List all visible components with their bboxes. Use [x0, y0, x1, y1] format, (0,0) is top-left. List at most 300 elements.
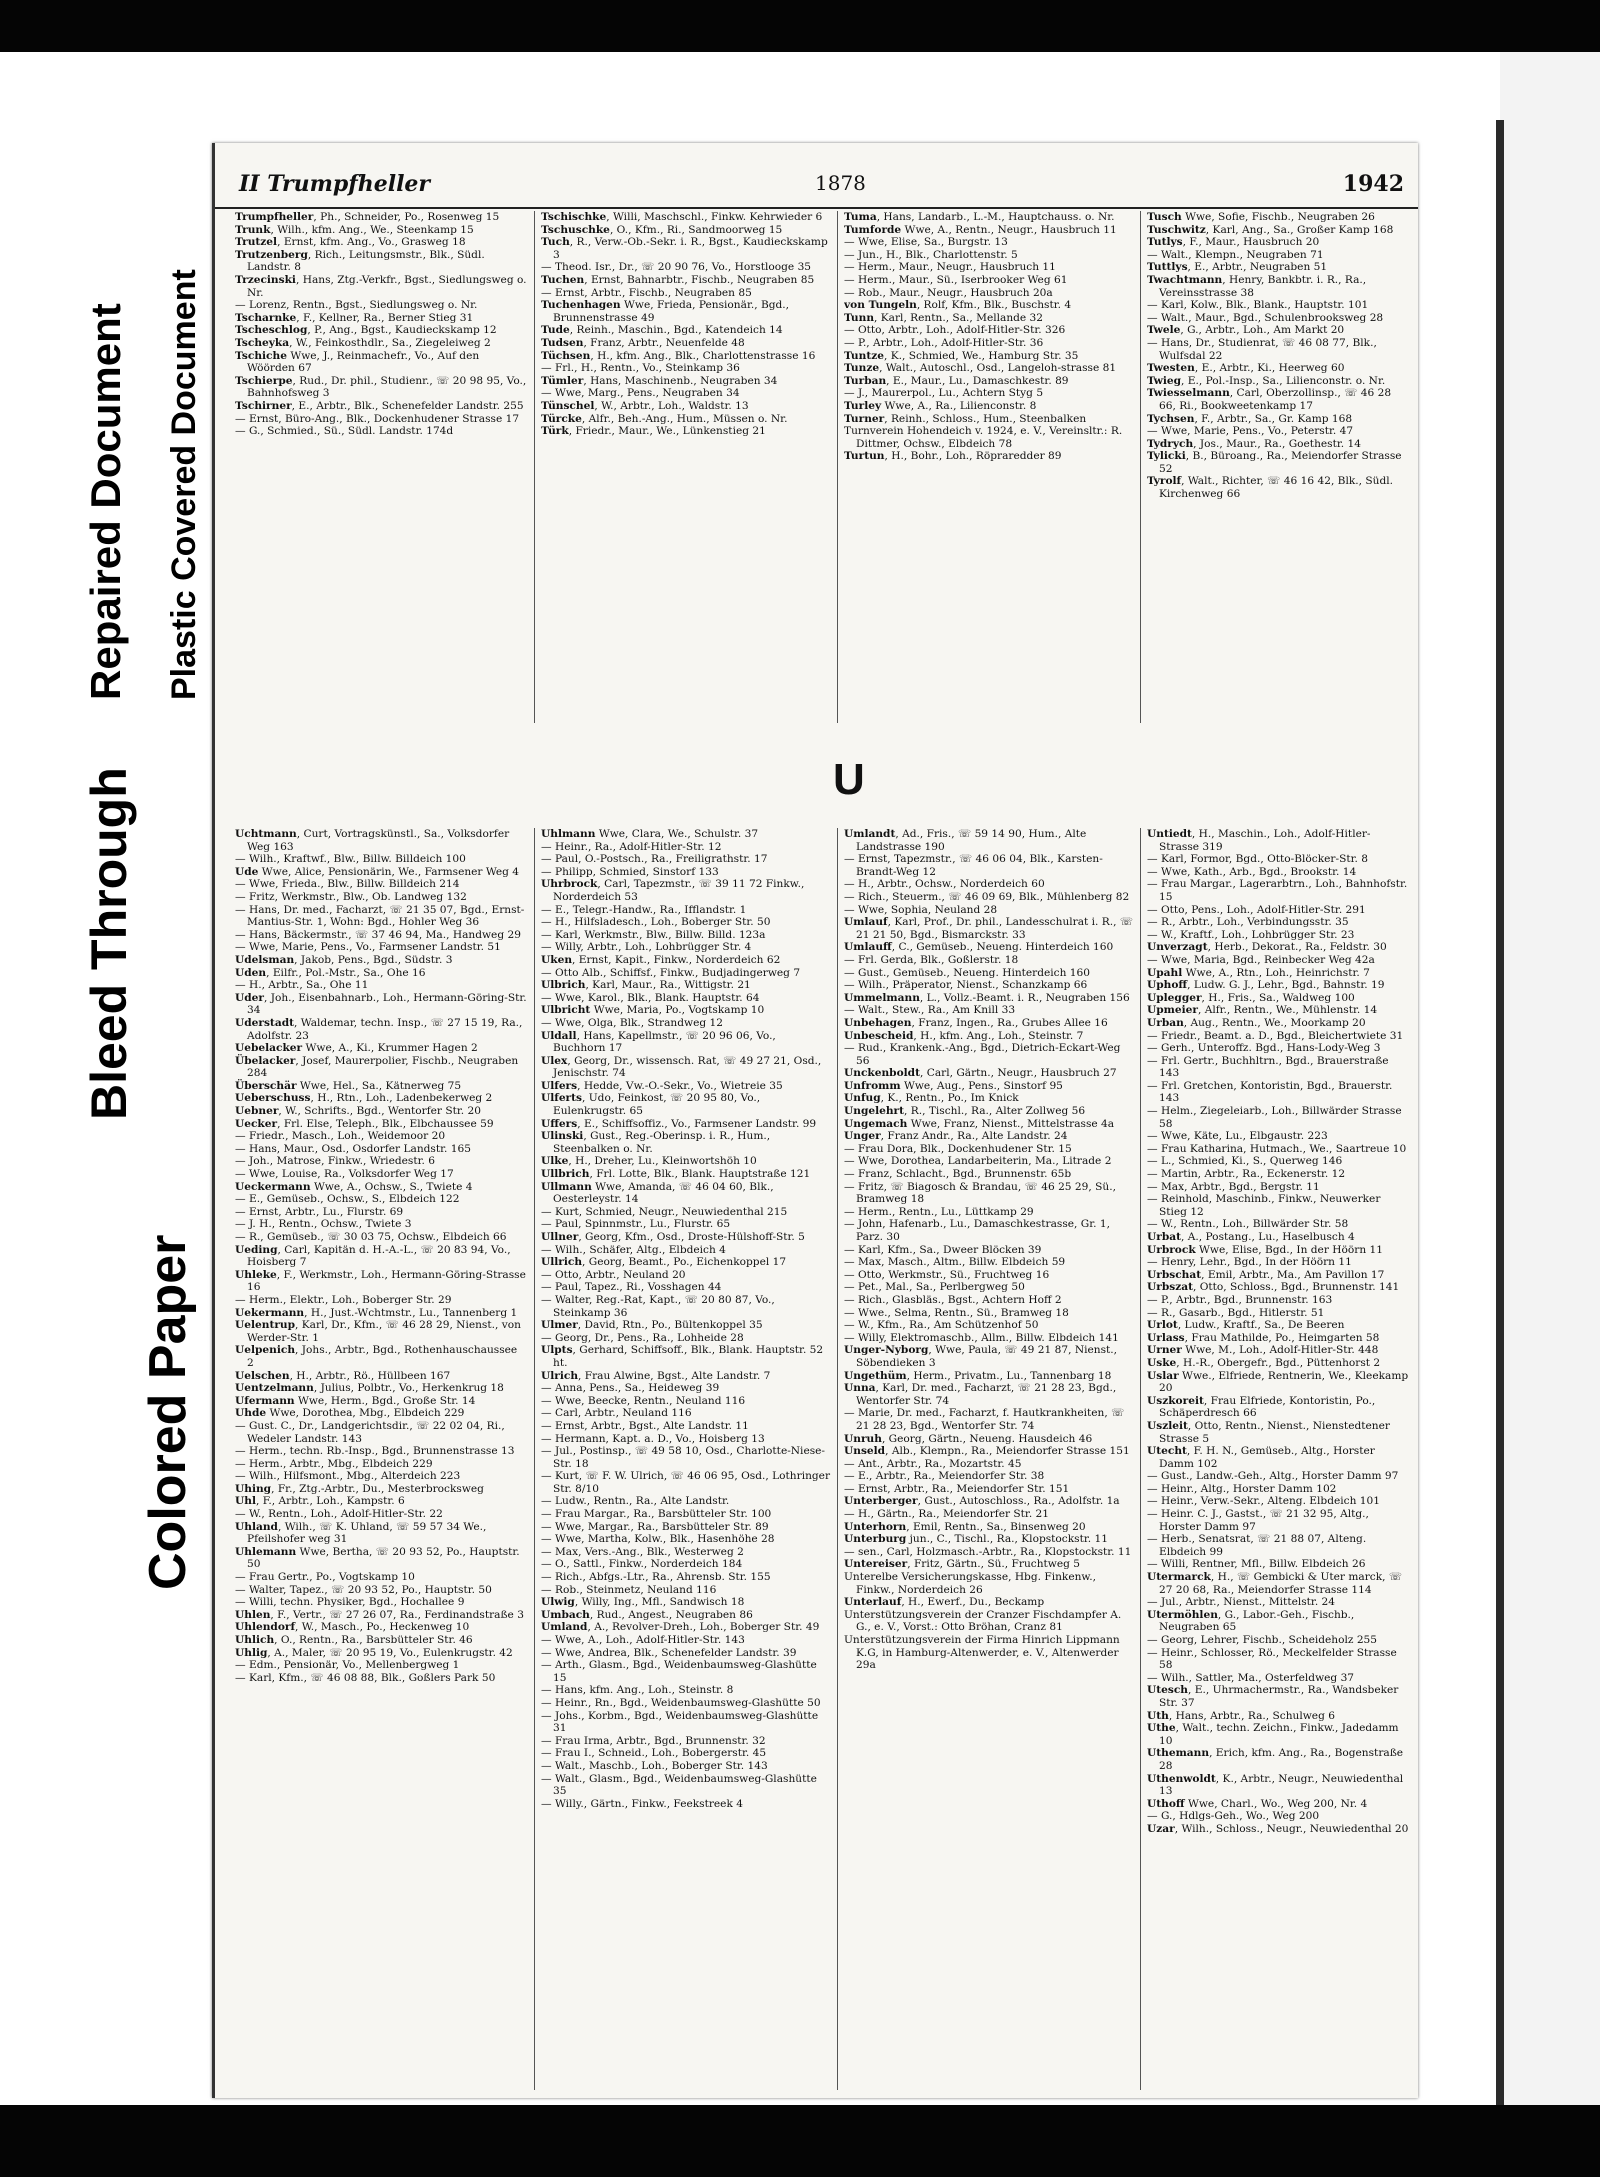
directory-entry: — Wwe, Kath., Arb., Bgd., Brookstr. 14 — [1147, 865, 1357, 878]
directory-entry: Upmeier, Alfr., Rentn., We., Mühlenstr. 14 — [1147, 1004, 1378, 1017]
directory-entry: Urban, Aug., Rentn., We., Moorkamp 20 — [1147, 1016, 1366, 1029]
directory-entry: Übelacker, Josef, Maurerpolier, Fischb., Neugraben 284 — [235, 1054, 519, 1080]
directory-entry: — Jul., Postinsp., ☏ 49 58 10, Osd., Charlotte-Niese-Str. 18 — [541, 1445, 826, 1470]
directory-entry: — Rich., Steuerm., ☏ 46 09 69, Blk., Mühlenberg 82 — [844, 890, 1130, 903]
directory-entry: Twieg, E., Pol.-Insp., Sa., Lilienconstr. o. Nr. — [1147, 374, 1386, 387]
directory-entry: Tutlys, F., Maur., Hausbruch 20 — [1147, 236, 1320, 249]
directory-entry: — Ernst, Büro-Ang., Blk., Dockenhudener Strasse 17 — [235, 412, 520, 425]
directory-entry: — Frl., H., Rentn., Vo., Steinkamp 36 — [541, 362, 740, 375]
directory-entry: Uhlmann Wwe, Clara, We., Schulstr. 37 — [541, 828, 759, 840]
directory-entry: Uplegger, H., Fris., Sa., Waldweg 100 — [1147, 991, 1355, 1004]
header-section-name: II Trumpfheller — [239, 171, 431, 197]
directory-entry: — Karl, Kfm., Sa., Dweer Blöcken 39 — [844, 1243, 1042, 1256]
bottom-column-4 — [1147, 828, 1409, 2090]
directory-entry: — Fritz, ☏ Biagosch & Brandau, ☏ 46 25 29, Sü., Bramweg 18 — [844, 1180, 1116, 1206]
directory-entry: — Walter, Tapez., ☏ 20 93 52, Po., Hauptstr. 50 — [235, 1583, 492, 1596]
directory-entry: Trutzel, Ernst, kfm. Ang., Vo., Grasweg 18 — [235, 236, 466, 249]
directory-entry: — Max, Masch., Altm., Billw. Elbdeich 59 — [844, 1256, 1066, 1269]
directory-entry: Tydrych, Jos., Maur., Ra., Goethestr. 14 — [1147, 437, 1361, 450]
directory-entry: — Paul, Spinnmstr., Lu., Flurstr. 65 — [541, 1218, 731, 1231]
directory-entry: Tylicki, B., Büroang., Ra., Meiendorfer Strasse 52 — [1147, 450, 1402, 475]
directory-entry: — Hans, Dr., Studienrat, ☏ 46 08 77, Blk., Wulfsdal 22 — [1147, 336, 1377, 362]
directory-entry: — Wwe, Käte, Lu., Elbgaustr. 223 — [1147, 1130, 1328, 1143]
directory-entry: Turban, E., Maur., Lu., Damaschkestr. 89 — [844, 374, 1069, 387]
header-page-number: 1878 — [815, 171, 866, 195]
directory-entry: — Wilh., Hilfsmont., Mbg., Alterdeich 223 — [235, 1470, 461, 1483]
directory-entry: — Willy., Gärtn., Finkw., Feekstreek 4 — [541, 1797, 743, 1810]
directory-entry: Ulrich, Frau Alwine, Bgst., Alte Landstr. 7 — [541, 1369, 771, 1382]
directory-entry: — Wwe, Marg., Pens., Neugraben 34 — [541, 387, 740, 400]
directory-entry: Uden, Eilfr., Pol.-Mstr., Sa., Ohe 16 — [235, 966, 426, 979]
directory-entry: — H., Arbtr., Sa., Ohe 11 — [235, 979, 369, 992]
book-spine — [1496, 120, 1504, 2105]
directory-entry: — Ant., Arbtr., Ra., Mozartstr. 45 — [844, 1457, 1022, 1470]
directory-entry: Tüchsen, H., kfm. Ang., Blk., Charlottenstrasse 16 — [541, 349, 816, 362]
directory-entry: — H., Arbtr., Ochsw., Norderdeich 60 — [844, 878, 1045, 891]
directory-entry: Trutzenberg, Rich., Leitungsmstr., Blk., Südl. Landstr. 8 — [235, 248, 485, 274]
directory-entry: Tschiche Wwe, J., Reinmachefr., Vo., Auf den Wöörden 67 — [235, 349, 480, 375]
directory-entry: Tumforde Wwe, A., Rentn., Neugr., Hausbruch 11 — [844, 223, 1117, 236]
directory-entry: — Karl, Kfm., ☏ 46 08 88, Blk., Goßlers Park 50 — [235, 1671, 496, 1684]
directory-entry: Uldall, Hans, Kapellmstr., ☏ 20 96 06, Vo., Buchhorn 17 — [541, 1029, 776, 1055]
directory-entry: Uszleit, Otto, Rentn., Nienst., Nienstedtener Strasse 5 — [1147, 1419, 1390, 1445]
directory-entry: Tümler, Hans, Maschinenb., Neugraben 34 — [541, 374, 778, 387]
directory-entry: Uhing, Fr., Ztg.-Arbtr., Du., Mesterbrocksweg — [235, 1482, 484, 1495]
directory-entry: — W., Kfm., Ra., Am Schützenhof 50 — [844, 1319, 1039, 1332]
directory-entry: — Walt., Glasm., Bgd., Weidenbaumsweg-Glashütte 35 — [541, 1772, 817, 1798]
directory-entry: Uzar, Wilh., Schloss., Neugr., Neuwiedenthal 20 — [1147, 1822, 1409, 1835]
directory-entry: Tschierpe, Rud., Dr. phil., Studienr., ☏ 20 98 95, Vo., Bahnhofsweg 3 — [235, 374, 527, 400]
directory-entry: — Paul, Tapez., Ri., Vosshagen 44 — [541, 1281, 722, 1294]
directory-entry: Urbszat, Otto, Schloss., Bgd., Brunnenstr. 141 — [1147, 1281, 1400, 1294]
directory-entry: Ungemach Wwe, Franz, Nienst., Mittelstrasse 4a — [844, 1117, 1115, 1130]
directory-entry: — Georg, Lehrer, Fischb., Scheideholz 255 — [1147, 1634, 1378, 1646]
directory-entry: — Frau Irma, Arbtr., Bgd., Brunnenstr. 32 — [541, 1734, 766, 1747]
directory-entry: Uphoff, Ludw. G. J., Lehr., Bgd., Bahnstr. 19 — [1147, 979, 1385, 992]
directory-entry: — Hans, Bäckermstr., ☏ 37 46 94, Ma., Handweg 29 — [235, 928, 521, 941]
directory-entry: Tscharnke, F., Kellner, Ra., Berner Stieg 31 — [235, 311, 474, 324]
directory-entry: — Frl. Gretchen, Kontoristin, Bgd., Brauerstr. 143 — [1147, 1079, 1393, 1105]
directory-entry: Unterstützungsverein der Firma Hinrich Lippmann K.G, in Hamburg-Altenwerder, e. V., Altenwerder 29a — [844, 1634, 1120, 1672]
directory-entry: Tuch, R., Verw.-Ob.-Sekr. i. R., Bgst., Kaudieckskamp 3 — [541, 236, 828, 261]
directory-entry: Utesch, E., Uhrmachermstr., Ra., Wandsbeker Str. 37 — [1147, 1684, 1399, 1709]
directory-entry: — Gust. C., Dr., Landgerichtsdir., ☏ 22 02 04, Ri., Wedeler Landstr. 143 — [235, 1419, 505, 1445]
directory-entry: Ullbrich, Frl. Lotte, Blk., Blank. Hauptstraße 121 — [541, 1168, 811, 1181]
directory-entry: Turnverein Hohendeich v. 1924, e. V., Vereinsltr.: R. Dittmer, Ochsw., Elbdeich 78 — [844, 425, 1123, 450]
directory-entry: Unger-Nyborg, Wwe, Paula, ☏ 49 21 87, Nienst., Söbendieken 3 — [844, 1344, 1118, 1369]
directory-entry: Upahl Wwe, A., Rtn., Loh., Heinrichstr. 7 — [1147, 966, 1370, 979]
directory-entry: Ummelmann, L., Vollz.-Beamt. i. R., Neugraben 156 — [844, 991, 1130, 1004]
directory-entry: — Frau I., Schneid., Loh., Bobergerstr. 45 — [541, 1747, 767, 1760]
directory-entry: Umlauf, Karl, Prof., Dr. phil., Landesschulrat i. R., ☏ 21 21 50, Bgd., Bismarckstr. 33 — [844, 916, 1134, 941]
bottom-column-2 — [541, 828, 831, 2090]
directory-entry: — Herm., Maur., Sü., Iserbrooker Weg 61 — [844, 273, 1068, 286]
directory-entry: — Heinr., Rn., Bgd., Weidenbaumsweg-Glashütte 50 — [541, 1696, 821, 1709]
directory-entry: — Ernst, Arbtr., Fischb., Neugraben 85 — [541, 286, 752, 299]
directory-entry: Untiedt, H., Maschin., Loh., Adolf-Hitler-Strasse 319 — [1147, 828, 1371, 853]
directory-entry: Umbach, Rud., Angest., Neugraben 86 — [541, 1608, 753, 1621]
directory-entry: — Herm., Arbtr., Mbg., Elbdeich 229 — [235, 1457, 433, 1470]
directory-entry: — R., Arbtr., Loh., Verbindungsstr. 35 — [1147, 916, 1349, 929]
directory-entry: — Karl, Werkmstr., Blw., Billw. Billd. 123a — [541, 928, 766, 941]
label-plastic-covered: Plastic Covered Document — [165, 269, 203, 700]
top-column-2 — [541, 211, 831, 726]
directory-entry: — Johs., Korbm., Bgd., Weidenbaumsweg-Glashütte 31 — [541, 1709, 819, 1735]
directory-entry: — Jun., H., Blk., Charlottenstr. 5 — [844, 248, 1018, 261]
directory-entry: — G., Hdlgs-Geh., Wo., Weg 200 — [1147, 1810, 1320, 1823]
directory-entry: Unseld, Alb., Klempn., Ra., Meiendorfer Strasse 151 — [844, 1445, 1130, 1458]
directory-entry: — Kurt, Schmied, Neugr., Neuwiedenthal 215 — [541, 1205, 788, 1218]
directory-entry: — Karl, Kolw., Blk., Blank., Hauptstr. 101 — [1147, 299, 1369, 312]
directory-entry: Uhlich, O., Rentn., Ra., Barsbütteler Str. 46 — [235, 1634, 473, 1646]
page-header — [215, 171, 1418, 209]
directory-entry: Unterelbe Versicherungskasse, Hbg. Finkenw., Finkw., Norderdeich 26 — [844, 1571, 1096, 1596]
bottom-column-3 — [844, 828, 1134, 2090]
directory-entry: — Heinr., Ra., Adolf-Hitler-Str. 12 — [541, 840, 722, 853]
directory-entry: — Wilh., Präperator, Nienst., Schanzkamp 66 — [844, 979, 1088, 992]
directory-entry: Ufermann Wwe, Herm., Bgd., Große Str. 14 — [235, 1394, 476, 1407]
directory-entry: — Ernst, Tapezmstr., ☏ 46 06 04, Blk., Karsten-Brandt-Weg 12 — [844, 853, 1103, 878]
directory-entry: Unverzagt, Herb., Dekorat., Ra., Feldstr. 30 — [1147, 941, 1387, 954]
directory-entry: Uthe, Walt., techn. Zeichn., Finkw., Jadedamm 10 — [1147, 1722, 1399, 1747]
directory-entry: — Edm., Pensionär, Vo., Mellenbergweg 1 — [235, 1659, 460, 1672]
directory-entry: — Heinr., Verw.-Sekr., Alteng. Elbdeich 101 — [1147, 1495, 1380, 1508]
directory-entry: Uderstadt, Waldemar, techn. Insp., ☏ 27 15 19, Ra., Adolfstr. 23 — [235, 1016, 523, 1042]
directory-entry: Twele, G., Arbtr., Loh., Am Markt 20 — [1147, 324, 1345, 337]
directory-entry: Ullner, Georg, Kfm., Osd., Droste-Hülshoff-Str. 5 — [541, 1231, 805, 1243]
top-column-1 — [235, 211, 527, 726]
directory-entry: — G., Schmied., Sü., Südl. Landstr. 174d — [235, 425, 454, 438]
directory-entry: — Friedr., Beamt. a. D., Bgd., Bleichertwiete 31 — [1147, 1029, 1404, 1042]
directory-entry: Unruh, Georg, Gärtn., Neueng. Hausdeich 46 — [844, 1432, 1093, 1445]
directory-entry: Uske, H.-R., Obergefr., Bgd., Püttenhorst 2 — [1147, 1356, 1381, 1369]
column-divider — [1140, 828, 1141, 2090]
directory-entry: Uszkoreit, Frau Elfriede, Kontoristin, Po., Schäperdresch 66 — [1147, 1394, 1376, 1420]
directory-entry: Turley Wwe, A., Ra., Lilienconstr. 8 — [844, 399, 1037, 412]
directory-entry: — Frl. Gertr., Buchhltrn., Bgd., Brauerstraße 143 — [1147, 1054, 1389, 1080]
directory-entry: Umland, A., Revolver-Dreh., Loh., Boberger Str. 49 — [541, 1621, 820, 1634]
directory-entry: Unckenboldt, Carl, Gärtn., Neugr., Hausbruch 27 — [844, 1067, 1117, 1080]
directory-entry: Untereiser, Fritz, Gärtn., Sü., Fruchtweg 5 — [844, 1558, 1081, 1571]
directory-entry: Turtun, H., Bohr., Loh., Röpraredder 89 — [844, 450, 1062, 463]
directory-entry: — Lorenz, Rentn., Bgst., Siedlungsweg o. Nr. — [235, 299, 478, 312]
directory-entry: — Frl. Gerda, Blk., Goßlerstr. 18 — [844, 953, 1019, 966]
directory-entry: Urbat, A., Postang., Lu., Haselbusch 4 — [1147, 1231, 1355, 1243]
directory-entry: Umlauff, C., Gemüseb., Neueng. Hinterdeich 160 — [844, 941, 1114, 954]
directory-entry: — Helm., Ziegeleiarb., Loh., Billwärder Strasse 58 — [1147, 1105, 1402, 1130]
directory-entry: Ungethüm, Herm., Privatm., Lu., Tannenbarg 18 — [844, 1369, 1112, 1382]
label-repaired-document: Repaired Document — [82, 303, 129, 700]
directory-entry: Tschischke, Willi, Maschschl., Finkw. Kehrwieder 6 — [541, 211, 823, 223]
directory-entry: — Frau Margar., Ra., Barsbütteler Str. 100 — [541, 1508, 772, 1521]
column-divider — [534, 211, 535, 723]
bottom-column-1 — [235, 828, 527, 2090]
directory-entry: — Max, Arbtr., Bgd., Bergstr. 11 — [1147, 1180, 1320, 1193]
directory-entry: — Carl, Arbtr., Neuland 116 — [541, 1407, 692, 1420]
directory-entry: Tychsen, F., Arbtr., Sa., Gr. Kamp 168 — [1147, 412, 1353, 425]
scan-border-bottom — [0, 2105, 1600, 2177]
directory-entry: — Otto, Werkmstr., Sü., Fruchtweg 16 — [844, 1268, 1050, 1281]
directory-entry: Ulke, H., Dreher, Lu., Kleinwortshöh 10 — [541, 1155, 757, 1168]
directory-entry: — E., Arbtr., Ra., Meiendorfer Str. 38 — [844, 1470, 1045, 1483]
directory-entry: Uelschen, H., Arbtr., Rö., Hüllbeen 167 — [235, 1369, 451, 1382]
directory-entry: Uthemann, Erich, kfm. Ang., Ra., Bogenstraße 28 — [1147, 1747, 1404, 1772]
directory-entry: — R., Gemüseb., ☏ 30 03 75, Ochsw., Elbdeich 66 — [235, 1231, 507, 1243]
directory-entry: Tuma, Hans, Landarb., L.-M., Hauptchauss. o. Nr. — [844, 211, 1115, 223]
directory-entry: — P., Arbtr., Loh., Adolf-Hitler-Str. 36 — [844, 336, 1044, 349]
directory-entry: — Friedr., Masch., Loh., Weidemoor 20 — [235, 1130, 446, 1143]
directory-entry: — W., Rentn., Loh., Billwärder Str. 58 — [1147, 1218, 1349, 1231]
column-divider — [837, 211, 838, 723]
directory-entry: — Gust., Gemüseb., Neueng. Hinterdeich 160 — [844, 966, 1091, 979]
directory-entry: — Wwe, Marie, Pens., Vo., Peterstr. 47 — [1147, 425, 1354, 438]
directory-entry: — Wwe, Beecke, Rentn., Neuland 116 — [541, 1394, 746, 1407]
directory-entry: Utermarck, H., ☏ Gembicki & Uter marck, ☏ 27 20 68, Ra., Meiendorfer Strasse 114 — [1147, 1571, 1403, 1596]
header-year: 1942 — [1342, 171, 1404, 197]
directory-entry: — Willi, techn. Physiker, Bgd., Hochallee 9 — [235, 1596, 465, 1609]
directory-entry: Tude, Reinh., Maschin., Bgd., Katendeich 14 — [541, 324, 783, 337]
directory-entry: — Hans, Maur., Osd., Osdorfer Landstr. 165 — [235, 1142, 471, 1155]
directory-entry: — Ernst, Arbtr., Ra., Meiendorfer Str. 151 — [844, 1482, 1070, 1495]
directory-entry: Urlot, Ludw., Kraftf., Sa., De Beeren — [1147, 1319, 1345, 1332]
directory-entry: — Frau Dora, Blk., Dockenhudener Str. 15 — [844, 1142, 1072, 1155]
directory-entry: Ulmer, David, Rtn., Po., Bültenkoppel 35 — [541, 1319, 763, 1332]
directory-entry: Uhrbrock, Carl, Tapezmstr., ☏ 39 11 72 Finkw., Norderdeich 53 — [541, 878, 805, 903]
directory-entry: — Wwe, A., Loh., Adolf-Hitler-Str. 143 — [541, 1634, 745, 1646]
directory-entry: — Walt., Maschb., Loh., Boberger Str. 143 — [541, 1759, 768, 1772]
directory-entry: — Reinhold, Maschinb., Finkw., Neuwerker Stieg 12 — [1147, 1193, 1381, 1218]
directory-entry: Utecht, F. H. N., Gemüseb., Altg., Horster Damm 102 — [1147, 1445, 1375, 1470]
directory-entry: Tuchen, Ernst, Bahnarbtr., Fischb., Neugraben 85 — [541, 273, 815, 286]
directory-entry: Ulferts, Udo, Feinkost, ☏ 20 95 80, Vo., Eulenkrugstr. 65 — [541, 1092, 761, 1118]
directory-entry: Uchtmann, Curt, Vortragskünstl., Sa., Volksdorfer Weg 163 — [235, 828, 510, 853]
directory-entry: Urlass, Frau Mathilde, Po., Heimgarten 58 — [1147, 1331, 1380, 1344]
directory-entry: Urner Wwe, M., Loh., Adolf-Hitler-Str. 448 — [1147, 1344, 1379, 1357]
directory-entry: Uthenwoldt, K., Arbtr., Neugr., Neuwiedenthal 13 — [1147, 1772, 1404, 1798]
directory-entry: — Rob., Maur., Neugr., Hausbruch 20a — [844, 286, 1053, 299]
directory-entry: Uhleke, F., Werkmstr., Loh., Hermann-Göring-Strasse 16 — [235, 1268, 526, 1294]
directory-entry: Tusch Wwe, Sofie, Fischb., Neugraben 26 — [1147, 211, 1375, 223]
directory-entry: — Arth., Glasm., Bgd., Weidenbaumsweg-Glashütte 15 — [541, 1659, 817, 1684]
directory-entry: — Otto, Arbtr., Loh., Adolf-Hitler-Str. 326 — [844, 324, 1066, 337]
directory-entry: Türk, Friedr., Maur., We., Lünkenstieg 21 — [541, 425, 766, 438]
directory-entry: — Gerh., Unteroffz. Bgd., Hans-Lody-Weg 3 — [1147, 1042, 1381, 1055]
directory-entry: Unbehagen, Franz, Ingen., Ra., Grubes Allee 16 — [844, 1016, 1108, 1029]
directory-entry: — Wwe, Karol., Blk., Blank. Hauptstr. 64 — [541, 991, 760, 1004]
directory-entry: — Philipp, Schmied, Sinstorf 133 — [541, 865, 719, 878]
directory-entry: Tunze, Walt., Autoschl., Osd., Langeloh-strasse 81 — [844, 362, 1117, 375]
directory-page — [212, 143, 1418, 2098]
directory-entry: — Ernst, Arbtr., Bgst., Alte Landstr. 11 — [541, 1419, 749, 1432]
scan-border-top — [0, 0, 1600, 52]
directory-entry: Tschuschke, O., Kfm., Ri., Sandmoorweg 15 — [541, 223, 783, 236]
directory-entry: — Wwe, Andrea, Blk., Schenefelder Landstr. 39 — [541, 1646, 797, 1659]
directory-entry: — Georg, Dr., Pens., Ra., Lohheide 28 — [541, 1331, 744, 1344]
directory-entry: Tunn, Karl, Rentn., Sa., Mellande 32 — [844, 311, 1044, 324]
directory-entry: Uekermann, H., Just.-Wchtmstr., Lu., Tannenberg 1 — [235, 1306, 518, 1319]
directory-entry: Uentzelmann, Julius, Polbtr., Vo., Herkenkrug 18 — [235, 1382, 504, 1395]
directory-entry: — W., Kraftf., Loh., Lohbrügger Str. 23 — [1147, 928, 1355, 941]
directory-entry: Ulpts, Gerhard, Schiffsoff., Blk., Blank. Hauptstr. 52 ht. — [541, 1344, 824, 1369]
directory-entry: — H., Gärtn., Ra., Meiendorfer Str. 21 — [844, 1508, 1050, 1521]
directory-entry: — Gust., Landw.-Geh., Altg., Horster Damm 97 — [1147, 1470, 1399, 1483]
directory-entry: — Heinr., Schlosser, Rö., Meckelfelder Strasse 58 — [1147, 1646, 1397, 1672]
directory-entry: — Karl, Formor, Bgd., Otto-Blöcker-Str. 8 — [1147, 853, 1368, 866]
directory-entry: Uslar Wwe., Elfriede, Rentnerin, We., Kleekamp 20 — [1147, 1369, 1409, 1395]
directory-entry: Uhlemann Wwe, Bertha, ☏ 20 93 52, Po., Hauptstr. 50 — [235, 1545, 520, 1571]
directory-entry: Ulbricht Wwe, Maria, Po., Vogtskamp 10 — [541, 1004, 765, 1017]
directory-entry: — Heinr., Altg., Horster Damm 102 — [1147, 1482, 1337, 1495]
directory-entry: — Franz, Schlacht., Bgd., Brunnenstr. 65b — [844, 1168, 1072, 1181]
directory-entry: — John, Hafenarb., Lu., Damaschkestrasse, Gr. 1, Parz. 30 — [844, 1218, 1110, 1243]
directory-entry: Umlandt, Ad., Fris., ☏ 59 14 90, Hum., Alte Landstrasse 190 — [844, 828, 1087, 853]
directory-entry: Tuschwitz, Karl, Ang., Sa., Großer Kamp 168 — [1147, 223, 1394, 236]
directory-entry: — Walt., Klempn., Neugraben 71 — [1147, 248, 1324, 261]
directory-entry: Uder, Joh., Eisenbahnarb., Loh., Hermann-Göring-Str. 34 — [235, 991, 527, 1017]
directory-entry: Uecker, Frl. Else, Teleph., Blk., Elbchaussee 59 — [235, 1117, 494, 1130]
top-column-4 — [1147, 211, 1409, 726]
directory-entry: — Pet., Mal., Sa., Perlbergweg 50 — [844, 1281, 1025, 1294]
directory-entry: — J., Maurerpol., Lu., Achtern Styg 5 — [844, 387, 1044, 400]
directory-entry: — Ludw., Rentn., Ra., Alte Landstr. — [541, 1495, 730, 1508]
directory-entry: Unterlauf, H., Ewerf., Du., Beckamp — [844, 1596, 1045, 1609]
directory-entry: — Herm., Rentn., Lu., Lüttkamp 29 — [844, 1205, 1034, 1218]
directory-entry: Urbschat, Emil, Arbtr., Ma., Am Pavillon 17 — [1147, 1268, 1385, 1281]
directory-entry: — Walt., Stew., Ra., Am Knill 33 — [844, 1004, 1016, 1017]
adjacent-page-edge — [1500, 52, 1600, 2105]
directory-entry: — Wwe, Elise, Sa., Burgstr. 13 — [844, 236, 1008, 249]
directory-entry: — Wilh., Kraftwf., Blw., Billw. Billdeich 100 — [235, 853, 466, 866]
directory-entry: — Otto, Arbtr., Neuland 20 — [541, 1268, 686, 1281]
directory-entry: — Max, Vers.-Ang., Blk., Westerweg 2 — [541, 1545, 744, 1558]
directory-entry: Unterhorn, Emil, Rentn., Sa., Binsenweg 20 — [844, 1520, 1086, 1533]
directory-entry: Ulwig, Willy, Ing., Mfl., Sandwisch 18 — [541, 1596, 745, 1609]
directory-entry: — Rich., Abfgs.-Ltr., Ra., Ahrensb. Str. 155 — [541, 1571, 771, 1584]
directory-entry: — Frau Gertr., Po., Vogtskamp 10 — [235, 1571, 415, 1584]
directory-entry: — Otto Alb., Schiffsf., Finkw., Budjadingerweg 7 — [541, 966, 801, 979]
directory-entry: — E., Gemüseb., Ochsw., S., Elbdeich 122 — [235, 1193, 460, 1206]
directory-entry: Unterstützungsverein der Cranzer Fischdampfer A. G., e. V., Vorst.: Otto Bröhan, Cranz 81 — [844, 1608, 1122, 1634]
directory-entry: — Walt., Maur., Bgd., Schulenbrooksweg 28 — [1147, 311, 1384, 324]
directory-entry: Unfromm Wwe, Aug., Pens., Sinstorf 95 — [844, 1079, 1063, 1092]
directory-entry: — Martin, Arbtr., Ra., Eckenerstr. 12 — [1147, 1168, 1346, 1181]
directory-entry: Uelentrup, Karl, Dr., Kfm., ☏ 46 28 29, Nienst., von Werder-Str. 1 — [235, 1319, 521, 1344]
directory-entry: Uthoff Wwe, Charl., Wo., Weg 200, Nr. 4 — [1147, 1797, 1368, 1810]
directory-entry: Ungelehrt, R., Tischl., Ra., Alter Zollweg 56 — [844, 1105, 1086, 1118]
directory-entry: — Herb., Senatsrat, ☏ 21 88 07, Alteng. Elbdeich 99 — [1147, 1533, 1367, 1558]
directory-entry: Ueberschuss, H., Rtn., Loh., Ladenbekerweg 2 — [235, 1092, 493, 1105]
label-colored-paper: Colored Paper — [139, 1234, 197, 1590]
directory-entry: — Marie, Dr. med., Facharzt, f. Hautkrankheiten, ☏ 21 28 23, Bgd., Wentorfer Str. 74 — [844, 1407, 1125, 1432]
directory-entry: Überschär Wwe, Hel., Sa., Kätnerweg 75 — [235, 1079, 462, 1092]
directory-entry: — Ernst, Arbtr., Lu., Flurstr. 69 — [235, 1205, 404, 1218]
directory-entry: — Wwe, Dorothea, Landarbeiterin, Ma., Litrade 2 — [844, 1155, 1112, 1168]
directory-entry: Twesten, E., Arbtr., Ki., Heerweg 60 — [1147, 362, 1345, 375]
directory-entry: — Herm., Elektr., Loh., Boberger Str. 29 — [235, 1293, 452, 1306]
directory-entry: Tschirner, E., Arbtr., Blk., Schenefelder Landstr. 255 — [235, 399, 524, 412]
directory-entry: Uffers, E., Schiffsoffiz., Vo., Farmsener Landstr. 99 — [541, 1117, 817, 1130]
directory-entry: — Hermann, Kapt. a. D., Vo., Hoisberg 13 — [541, 1432, 765, 1445]
directory-entry: — Willi, Rentner, Mfl., Billw. Elbdeich 26 — [1147, 1558, 1366, 1571]
directory-entry: Twiesselmann, Carl, Oberzollinsp., ☏ 46 28 66, Ri., Bookweetenkamp 17 — [1147, 387, 1392, 412]
directory-entry: von Tungeln, Rolf, Kfm., Blk., Buschstr. 4 — [844, 299, 1072, 312]
directory-entry: Uebelacker Wwe, A., Ki., Krummer Hagen 2 — [235, 1042, 478, 1055]
directory-entry: — W., Rentn., Loh., Adolf-Hitler-Str. 22 — [235, 1508, 443, 1521]
directory-entry: — Theod. Isr., Dr., ☏ 20 90 76, Vo., Horstlooge 35 — [541, 261, 812, 274]
directory-entry: Tudsen, Franz, Arbtr., Neuenfelde 48 — [541, 336, 745, 349]
directory-entry: Trunk, Wilh., kfm. Ang., We., Steenkamp 15 — [235, 223, 474, 236]
directory-entry: — Walter, Reg.-Rat, Kapt., ☏ 20 80 87, Vo., Steinkamp 36 — [541, 1293, 775, 1319]
directory-entry: Utermöhlen, G., Labor.-Geh., Fischb., Neugraben 65 — [1147, 1608, 1355, 1634]
directory-entry: Tyrolf, Walt., Richter, ☏ 46 16 42, Blk., Südl. Kirchenweg 66 — [1147, 475, 1393, 501]
directory-entry: — P., Arbtr., Bgd., Brunnenstr. 163 — [1147, 1293, 1333, 1306]
directory-entry: Uebner, W., Schrifts., Bgd., Wentorfer Str. 20 — [235, 1105, 481, 1118]
directory-entry: Uhlig, A., Maler, ☏ 20 95 19, Vo., Eulenkrugstr. 42 — [235, 1646, 513, 1659]
directory-entry: Unfug, K., Rentn., Po., Im Knick — [844, 1092, 1019, 1105]
directory-entry: — J. H., Rentn., Ochsw., Twiete 3 — [235, 1218, 412, 1231]
column-divider — [837, 828, 838, 2090]
directory-entry: — Willy, Elektromaschb., Allm., Billw. Elbdeich 141 — [844, 1331, 1119, 1344]
directory-entry: Unterberger, Gust., Autoschloss., Ra., Adolfstr. 1a — [844, 1495, 1120, 1508]
directory-entry: Urbrock Wwe, Elise, Bgd., In der Höörn 11 — [1147, 1243, 1383, 1256]
directory-entry: — Hans, Dr. med., Facharzt, ☏ 21 35 07, Bgd., Ernst-Mantius-Str. 1, Wohn: Bgd., Hohler Weg 36 — [235, 903, 525, 929]
directory-entry: — Herm., techn. Rb.-Insp., Bgd., Brunnenstrasse 13 — [235, 1445, 515, 1458]
directory-entry: — Herm., Maur., Neugr., Hausbruch 11 — [844, 261, 1056, 274]
directory-entry: Ulfers, Hedde, Vw.-O.-Sekr., Vo., Wietreie 35 — [541, 1079, 783, 1092]
directory-entry: Ullmann Wwe, Amanda, ☏ 46 04 60, Blk., Oesterleystr. 14 — [541, 1180, 774, 1206]
directory-entry: — Rich., Glasbläs., Bgst., Achtern Hoff 2 — [844, 1293, 1062, 1306]
directory-entry: Tscheschlog, P., Ang., Bgst., Kaudieckskamp 12 — [235, 324, 497, 337]
directory-entry: Unbescheid, H., kfm. Ang., Loh., Steinstr. 7 — [844, 1029, 1084, 1042]
directory-entry: — Otto, Pens., Loh., Adolf-Hitler-Str. 291 — [1147, 903, 1366, 916]
directory-entry: Uken, Ernst, Kapit., Finkw., Norderdeich 62 — [541, 953, 781, 966]
column-divider — [1140, 211, 1141, 723]
directory-entry: — R., Gasarb., Bgd., Hitlerstr. 51 — [1147, 1306, 1325, 1319]
directory-entry: — Wwe, Sophia, Neuland 28 — [844, 903, 998, 916]
directory-entry: Twachtmann, Henry, Bankbtr. i. R., Ra., Vereinsstrasse 38 — [1147, 273, 1367, 299]
directory-entry: — Wwe., Selma, Rentn., Sü., Bramweg 18 — [844, 1306, 1069, 1319]
directory-entry: Unna, Karl, Dr. med., Facharzt, ☏ 21 28 23, Bgd., Wentorfer Str. 74 — [844, 1382, 1117, 1407]
directory-entry: — Heinr. C. J., Gastst., ☏ 21 32 95, Altg., Horster Damm 97 — [1147, 1508, 1369, 1533]
directory-entry: Uhland, Wilh., ☏ K. Uhland, ☏ 59 57 34 We., Pfeilshofer weg 31 — [235, 1520, 487, 1546]
directory-entry: — Hans, kfm. Ang., Loh., Steinstr. 8 — [541, 1684, 734, 1697]
directory-entry: Ullrich, Georg, Beamt., Po., Eichenkoppel 17 — [541, 1256, 787, 1269]
directory-entry: — Henry, Lehr., Bgd., In der Höörn 11 — [1147, 1256, 1352, 1269]
directory-entry: — E., Telegr.-Handw., Ra., Ifflandstr. 1 — [541, 903, 747, 916]
directory-entry: Tuttlys, E., Arbtr., Neugraben 51 — [1147, 261, 1328, 274]
directory-entry: — Anna, Pens., Sa., Heideweg 39 — [541, 1382, 720, 1395]
directory-entry: — Wwe, Margar., Ra., Barsbütteler Str. 89 — [541, 1520, 769, 1533]
directory-entry: Tscheyka, W., Feinkosthdlr., Sa., Ziegeleiweg 2 — [235, 336, 491, 349]
directory-entry: Ulex, Georg, Dr., wissensch. Rat, ☏ 49 27 21, Osd., Jenischstr. 74 — [541, 1054, 822, 1080]
directory-entry: Tünschel, W., Arbtr., Loh., Waldstr. 13 — [541, 399, 749, 412]
label-bleed-through: Bleed Through — [81, 767, 137, 1120]
directory-entry: Ueckermann Wwe, A., Ochsw., S., Twiete 4 — [235, 1180, 473, 1193]
directory-entry: Ulinski, Gust., Reg.-Oberinsp. i. R., Hum., Steenbalken o. Nr. — [541, 1130, 771, 1155]
directory-entry: Ueding, Carl, Kapitän d. H.-A.-L., ☏ 20 83 94, Vo., Hoisberg 7 — [235, 1243, 511, 1269]
directory-entry: — Frau Katharina, Hutmach., We., Saartreue 10 — [1147, 1142, 1407, 1155]
top-column-3 — [844, 211, 1134, 726]
directory-entry: — Wwe, Frieda., Blw., Billw. Billdeich 214 — [235, 878, 460, 891]
column-divider — [534, 828, 535, 2090]
directory-entry: — Paul, O.-Postsch., Ra., Freiligrathstr. 17 — [541, 853, 768, 866]
directory-entry: — Wwe, Marie, Pens., Vo., Farmsener Landstr. 51 — [235, 941, 501, 954]
directory-entry: Uhlen, F., Vertr., ☏ 27 26 07, Ra., Ferdinandstraße 3 — [235, 1608, 524, 1621]
directory-entry: — Wwe, Louise, Ra., Volksdorfer Weg 17 — [235, 1168, 454, 1181]
section-letter: U — [833, 755, 865, 804]
directory-entry: — Wwe, Olga, Blk., Strandweg 12 — [541, 1016, 723, 1029]
directory-entry: Turner, Reinh., Schloss., Hum., Steenbalken — [844, 412, 1087, 425]
